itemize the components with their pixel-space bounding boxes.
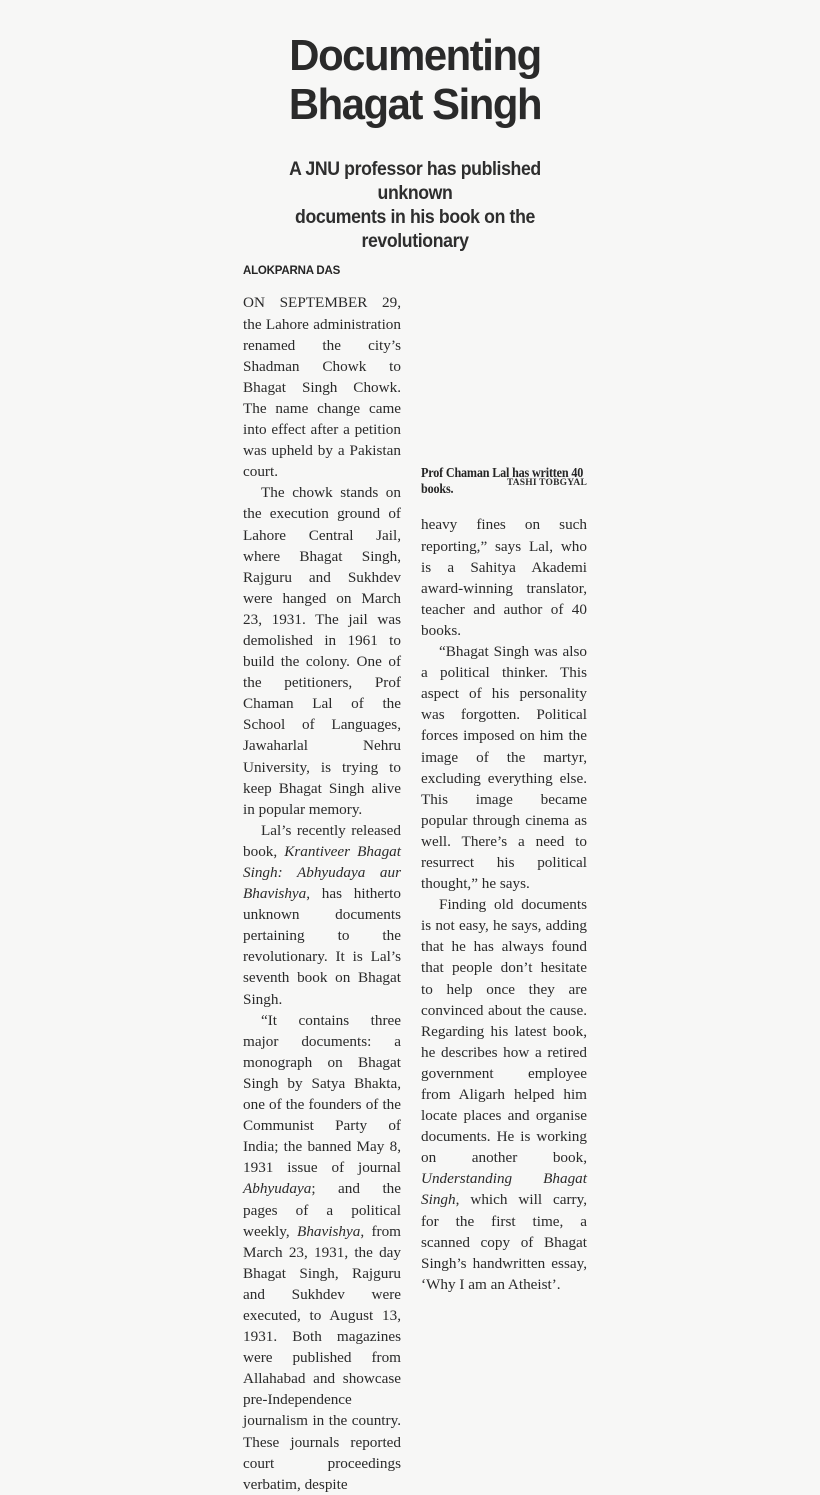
article-paragraph: Finding old documents is not easy, he says, adding that he has always found that people don’t hesitate to help once they are convinced about the cause. Regarding his latest book, he describes how a retired government employee from Aligarh helped him locate places and organise documents. He is working on another book, Understanding Bhagat Singh, which will carry, for the first time, a scanned copy of Bhagat Singh’s handwritten essay, ‘Why I am an Atheist’. <box>421 896 587 1293</box>
photo-placeholder <box>421 292 587 465</box>
column-right-body <box>421 514 587 1294</box>
article <box>243 0 587 1495</box>
article-paragraph: “Bhagat Singh was also a political thinker. This aspect of his personality was forgotten. Political forces imposed on him the image of the martyr, excluding everything else. This image became popular through cinema as well. There’s a need to resurrect his political thought,” he says. <box>421 643 587 893</box>
article-paragraph: heavy fines on such reporting,” says Lal, who is a Sahitya Akademi award-winning translator, teacher and author of 40 books. <box>421 516 587 639</box>
article-title <box>252 31 579 129</box>
article-paragraph: Lal’s recently released book, Krantiveer Bhagat Singh: Abhyudaya aur Bhavishya, has hitherto unknown documents pertaining to the revolutionary. It is Lal’s seventh book on Bhagat Singh. <box>243 821 401 1008</box>
article-title-line-1: Documenting <box>289 31 541 80</box>
article-byline: ALOKPARNA DAS <box>243 265 341 278</box>
article-title-line-2: Bhagat Singh <box>288 80 542 129</box>
photo-caption <box>421 465 587 497</box>
photo-caption-text: Prof Chaman Lal has written 40 books. <box>421 465 584 497</box>
article-paragraph: “It contains three major documents: a monograph on Bhagat Singh by Satya Bhakta, one of the founders of the Communist Party of India; the banned May 8, 1931 issue of journal Abhyudaya; and the pages of a political weekly, Bhavishya, from March 23, 1931, the day Bhagat Singh, Rajguru and Sukhdev were executed, to August 13, 1931. Both magazines were published from Allahabad and showcase pre-Independence journalism in the country. These journals reported court proceedings verbatim, despite <box>243 1011 401 1493</box>
article-subtitle-line-2: documents in his book on the revolutionary <box>295 207 535 253</box>
article-paragraph: The chowk stands on the execution ground of Lahore Central Jail, where Bhagat Singh, Rajguru and Sukhdev were hanged on March 23, 1931. The jail was demolished in 1961 to build the colony. One of the petitioners, Prof Chaman Lal of the School of Languages, Jawaharlal Nehru University, is trying to keep Bhagat Singh alive in popular memory. <box>243 484 401 818</box>
article-paragraph: ON SEPTEMBER 29, the Lahore administration renamed the city’s Shadman Chowk to Bhagat Singh Chowk. The name change came into effect after a petition was upheld by a Pakistan court. <box>243 294 401 481</box>
article-subtitle <box>255 158 575 254</box>
column-left <box>243 292 401 1494</box>
photo-caption-credit: TASHI TOBGYAL <box>506 478 587 489</box>
column-right <box>421 292 587 1494</box>
article-columns <box>243 292 587 1494</box>
article-subtitle-line-1: A JNU professor has published unknown <box>289 159 541 205</box>
